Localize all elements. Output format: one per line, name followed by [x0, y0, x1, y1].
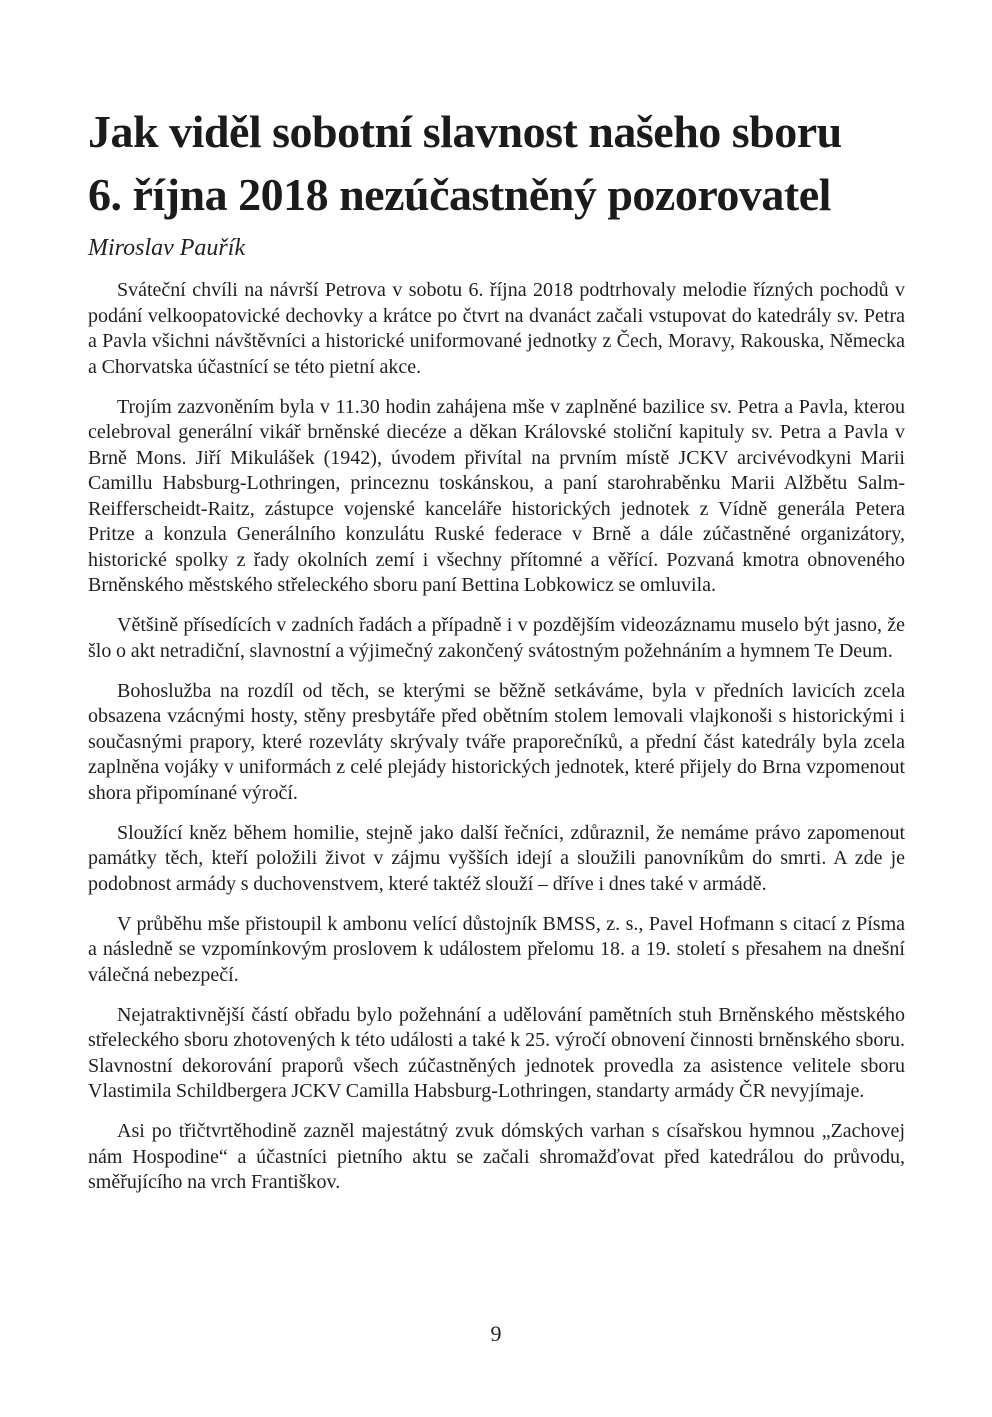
- article-title-line-2: 6. října 2018 nezúčastněný pozorovatel: [88, 169, 831, 220]
- paragraph-8: Asi po třičtvrtěhodině zazněl majestátný zvuk dómských varhan s císařskou hymnou „Zachovej nám Hospodine“ a účastníci pietního aktu se začali shromažďovat před katedrálou do průvodu, směřujícího na vrch Františkov.: [88, 1120, 905, 1193]
- paragraph-1: Sváteční chvíli na návrší Petrova v sobotu 6. října 2018 podtrhovaly melodie řízných pochodů v podání velkoopatovické dechovky a krátce po čtvrt na dvanáct začali vstupovat do katedrály sv. Petra a Pavla všichni návštěvníci a historické uniformované jednotky z Čech, Moravy, Rakouska, Německa a Chorvatska účastnící se této pietní akce.: [88, 279, 905, 378]
- paragraph-4: Bohoslužba na rozdíl od těch, se kterými se běžně setkáváme, byla v předních lavicích zcela obsazena vzácnými hosty, stěny presbytáře před obětním stolem lemovali vlajkonoši s historickými i současnými prapory, které rozevláty skrývaly tváře praporečníků, a přední část katedrály byla zcela zaplněna vojáky v uniformách z celé plejády historických jednotek, které přijely do Brna vzpomenout shora připomínané výročí.: [88, 679, 905, 804]
- author-byline: Miroslav Pauřík: [88, 235, 246, 261]
- article-title: [88, 100, 905, 226]
- article-header: [88, 100, 905, 263]
- article-body: [88, 278, 905, 1196]
- paragraph-2: Trojím zazvoněním byla v 11.30 hodin zahájena mše v zaplněné bazilice sv. Petra a Pavla, kterou celebroval generální vikář brněnské diecéze a děkan Královské stoliční kapituly sv. Petra a Pavla v Brně Mons. Jiří Mikulášek (1942), úvodem přivítal na prvním místě JCKV arcivévodkyni Marii Camillu Habsburg-Lothringen, princeznu toskánskou, a paní starohraběnku Marii Alžbětu Salm-Reifferscheidt-Raitz, zástupce vojenské kanceláře historických jednotek z Vídně generála Petera Pritze a konzula Generálního konzulátu Ruské federace v Brně a dále zúčastněné organizátory, historické spolky z řady okolních zemí i všechny přítomné a věřící. Pozvaná kmotra obnoveného Brněnského městského střeleckého sboru paní Bettina Lobkowicz se omluvila.: [88, 395, 905, 596]
- page-number: 9: [490, 1321, 502, 1346]
- page-footer: [0, 1320, 992, 1348]
- article-title-line-1: Jak viděl sobotní slavnost našeho sboru: [88, 106, 842, 157]
- paragraph-5: Sloužící kněz během homilie, stejně jako další řečníci, zdůraznil, že nemáme právo zapomenout památky těch, kteří položili život v zájmu vyšších idejí a sloužili panovníkům do smrti. A zde je podobnost armády s duchovenstvem, které taktéž slouží – dříve i dnes také v armádě.: [88, 821, 905, 895]
- paragraph-3: Většině přísedících v zadních řadách a případně i v pozdějším videozáznamu muselo být jasno, že šlo o akt netradiční, slavnostní a výjimečný zakončený svátostným požehnáním a hymnem Te Deum.: [88, 614, 905, 662]
- paragraph-7: Nejatraktivnější částí obřadu bylo požehnání a udělování pamětních stuh Brněnského městského střeleckého sboru zhotovených k této události a také k 25. výročí obnovení činnosti brněnského sboru. Slavnostní dekorování praporů všech zúčastněných jednotek provedla za asistence velitele sboru Vlastimila Schildbergera JCKV Camilla Habsburg-Lothringen, standarty armády ČR nevyjímaje.: [88, 1003, 905, 1102]
- paragraph-6: V průběhu mše přistoupil k ambonu velící důstojník BMSS, z. s., Pavel Hofmann s citací z Písma a následně se vzpomínkovým proslovem k událostem přelomu 18. a 19. století s přesahem na dnešní válečná nebezpečí.: [88, 912, 905, 986]
